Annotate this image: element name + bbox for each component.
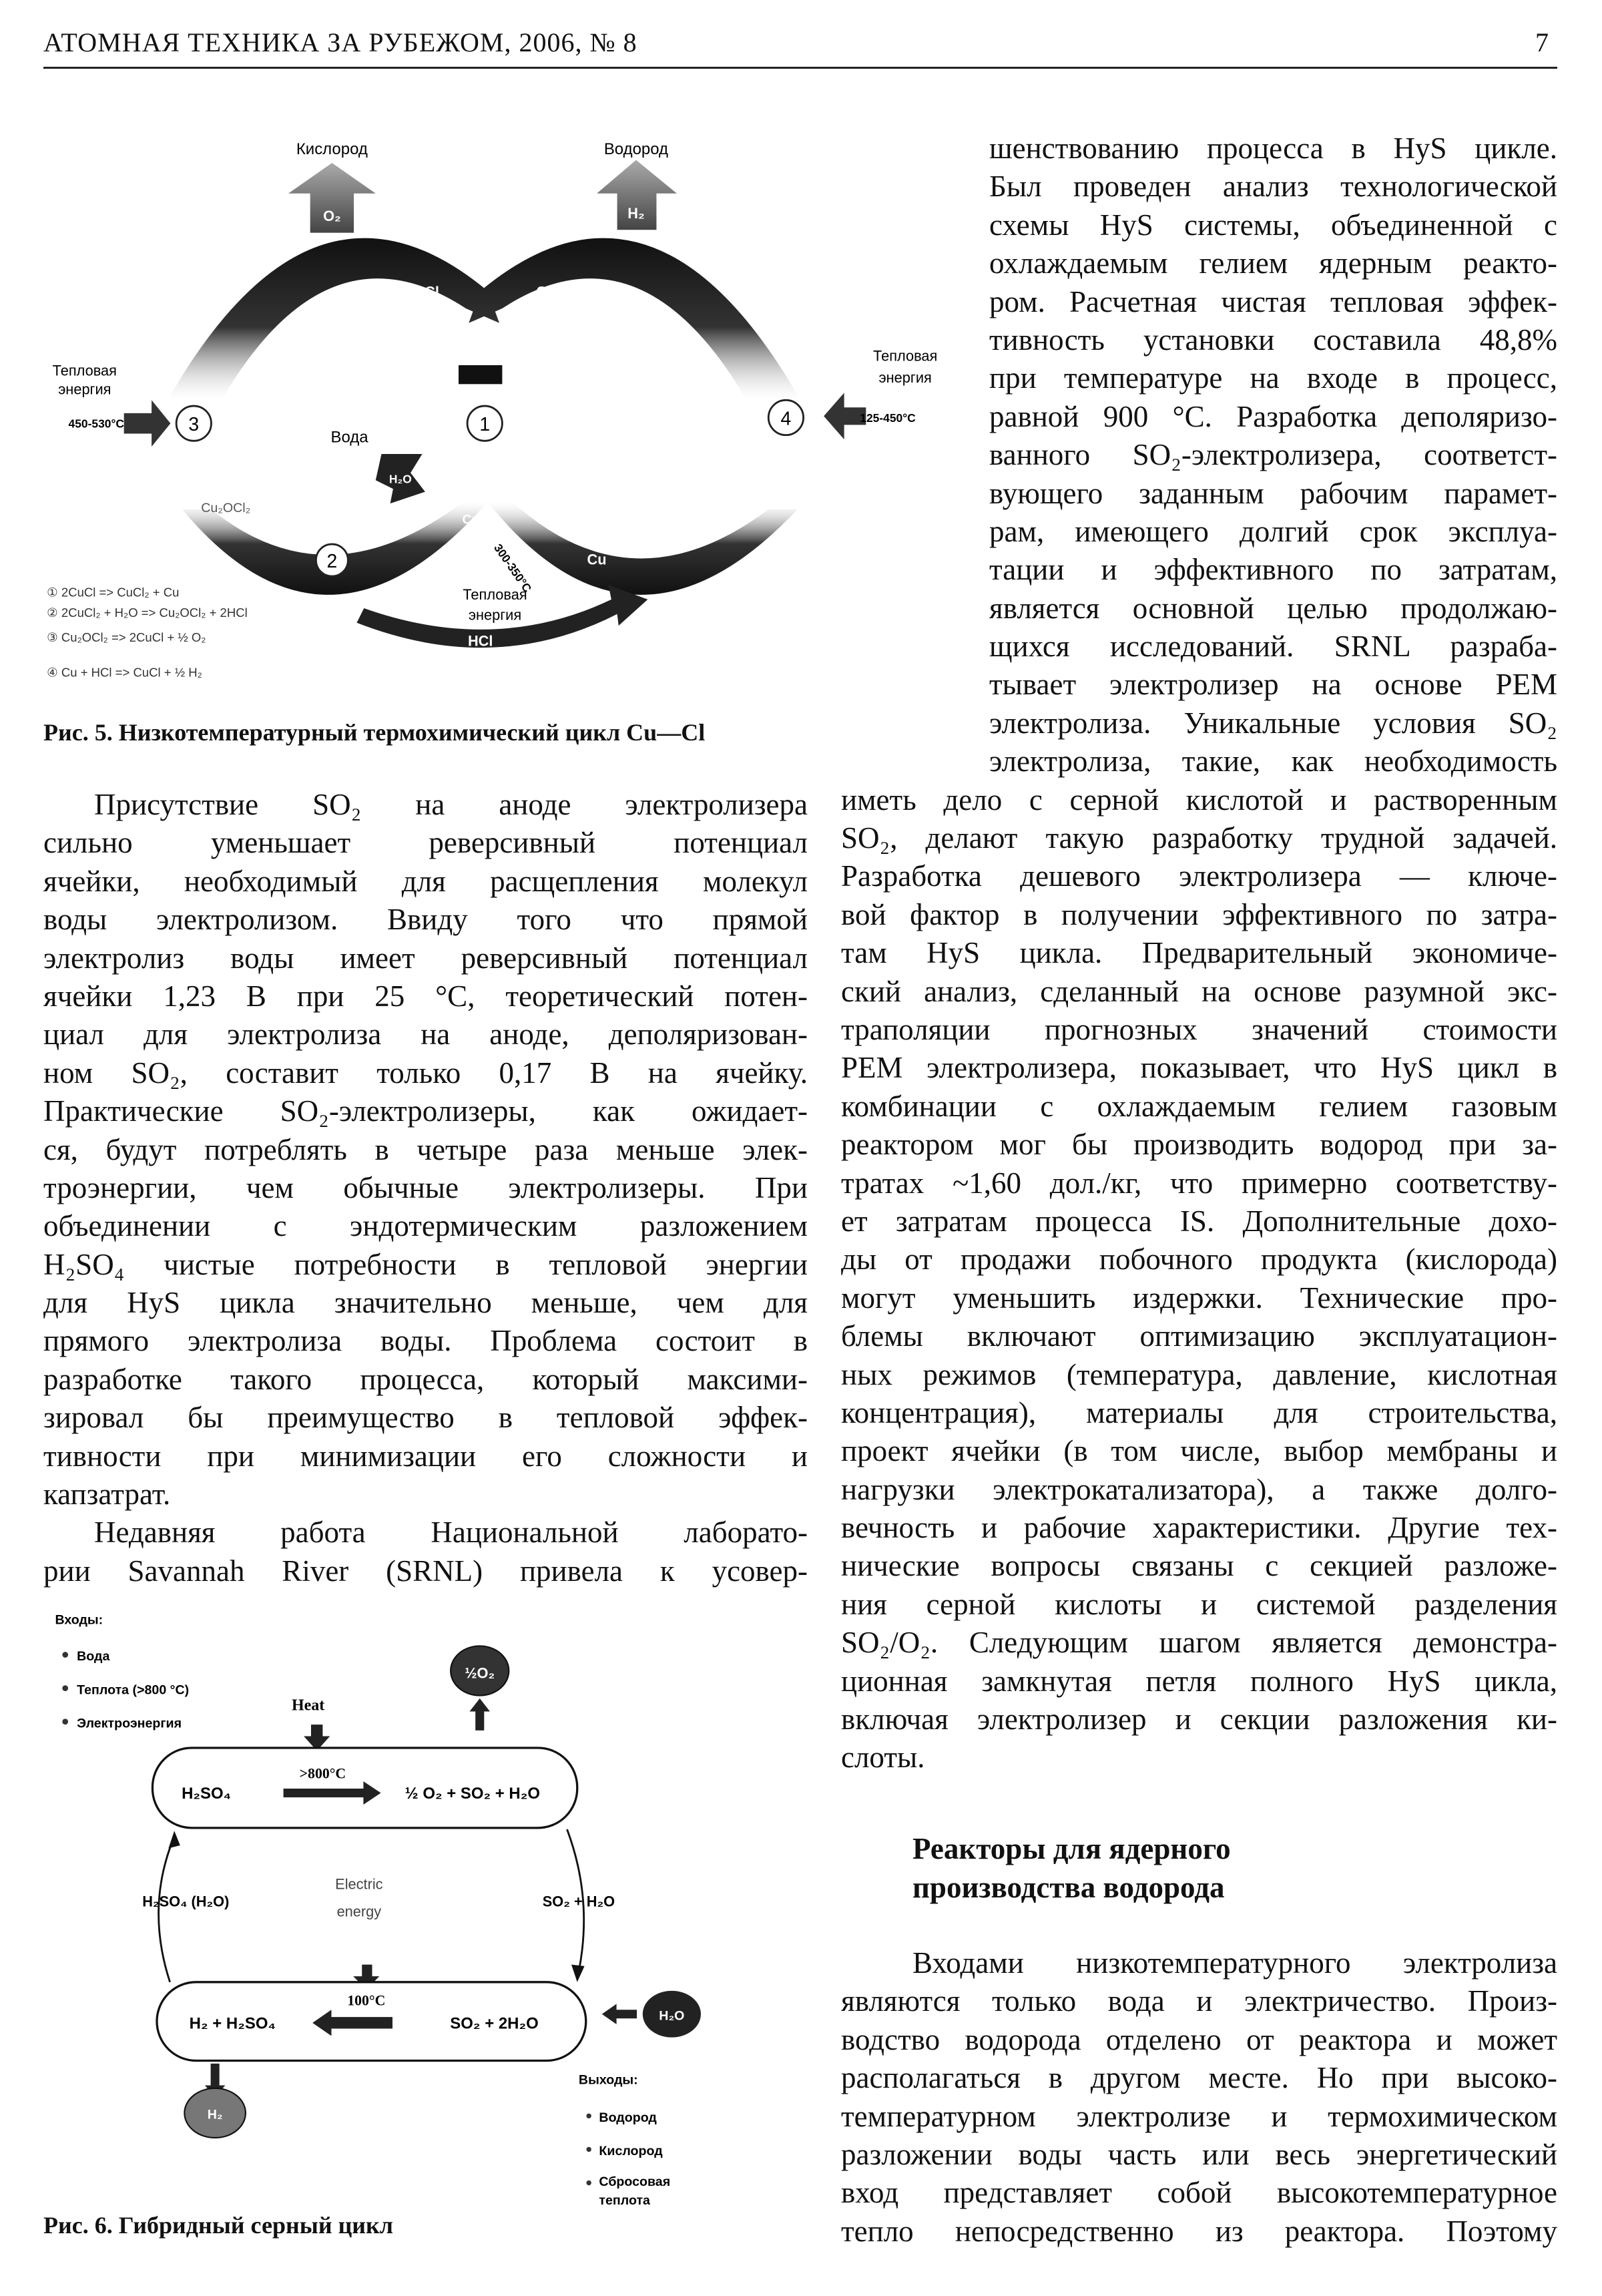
text-line: нагрузки электрокатализатора), а также долго- bbox=[841, 1472, 1557, 1506]
text-line: SO₂/O₂. Следующим шагом является демонстра- bbox=[841, 1626, 1557, 1660]
text-line: ся, будут потреблять в четыре раза меньше элек- bbox=[43, 1132, 808, 1166]
text-line: ванного SO₂-электролизера, соответст- bbox=[989, 438, 1557, 472]
down-arrowhead-icon bbox=[571, 1965, 585, 1982]
text-line: ных режимов (температура, давление, кислотная bbox=[841, 1357, 1557, 1391]
bottom-reactants: SO₂ + 2H₂O bbox=[450, 2014, 539, 2033]
text-line: ет затратам процесса IS. Дополнительные дохо- bbox=[841, 1204, 1557, 1238]
text-line: охлаждаемым гелием ядерным реакто- bbox=[989, 246, 1557, 280]
o2-up-arrow bbox=[469, 1698, 490, 1731]
text-line: ном SO₂, составит только 0,17 В на ячейку. bbox=[43, 1056, 808, 1090]
cucl2-label: CuCl₂ bbox=[462, 512, 499, 527]
text-line: циал для электролиза на аноде, деполяризован- bbox=[43, 1017, 808, 1052]
bullet-icon bbox=[586, 2147, 591, 2152]
text-line: ячейки, необходимый для расщепления молекул bbox=[43, 864, 808, 898]
section-paragraph bbox=[841, 1944, 1557, 2251]
o2-output-label: ½O₂ bbox=[465, 1664, 495, 1682]
text-line: равной 900 °С. Разработка деполяризо- bbox=[989, 399, 1557, 433]
text-line: рии Savannah River (SRNL) привела к усовер- bbox=[43, 1554, 808, 1588]
heat-left-label-1: Тепловая bbox=[52, 362, 117, 379]
text-line: H₂SO₄ чистые потребности в тепловой энергии bbox=[43, 1247, 808, 1281]
text-line: реактором мог бы производить водород при за- bbox=[841, 1128, 1557, 1162]
heat-right-temp: 125-450°C bbox=[860, 411, 916, 425]
text-line: вечность и рабочие характеристики. Другие тех- bbox=[841, 1511, 1557, 1545]
text-line: блемы включают оптимизацию эксплуатацион- bbox=[841, 1319, 1557, 1353]
heat-left-label-2: энергия bbox=[58, 381, 111, 398]
text-line: разработке такого процесса, который максими- bbox=[43, 1362, 808, 1396]
header-rule bbox=[43, 67, 1557, 69]
text-line: щихся исследований. SRNL разраба- bbox=[989, 630, 1557, 664]
text-line: слоты. bbox=[841, 1741, 925, 1775]
top-temperature: >800°C bbox=[299, 1765, 346, 1782]
output-item: Кислород bbox=[599, 2144, 663, 2159]
text-line: SO₂, делают такую разработку трудной задачей. bbox=[841, 821, 1557, 855]
text-line: включая электролизер и секции разложения ки- bbox=[841, 1702, 1557, 1737]
text-line: сильно уменьшает реверсивный потенциал bbox=[43, 826, 808, 860]
text-line: электролиз воды имеет реверсивный потенциал bbox=[43, 941, 808, 975]
outputs-title: Выходы: bbox=[578, 2072, 638, 2088]
text-line: вход представляет собой высокотемпературное bbox=[841, 2176, 1557, 2210]
equation-2: ② 2CuCl₂ + H₂O => Cu₂OCl₂ + 2HCl bbox=[47, 606, 248, 620]
inputs-title: Входы: bbox=[55, 1612, 103, 1628]
step-3-label: 3 bbox=[188, 414, 200, 436]
text-line: Практические SO₂-электролизеры, как ожидает- bbox=[43, 1094, 808, 1128]
figure-5-cu-cl-cycle-diagram bbox=[29, 124, 961, 720]
text-line: являются только вода и электричество. Произ- bbox=[841, 1984, 1557, 2018]
input-item: Электроэнергия bbox=[77, 1716, 182, 1731]
text-line: тивности при минимизации его сложности и bbox=[43, 1439, 808, 1473]
h2o-label: H₂O bbox=[388, 472, 412, 486]
heat-left-temp: 450-530°C bbox=[68, 417, 125, 431]
text-line: шенствованию процесса в HyS цикле. bbox=[989, 132, 1557, 165]
step-4-label: 4 bbox=[780, 408, 792, 430]
equation-4: ④ Cu + HCl => CuCl + ½ H₂ bbox=[47, 665, 202, 680]
heat-bottom-label-2: энергия bbox=[468, 606, 522, 624]
cu-label: Cu bbox=[587, 551, 607, 568]
bullet-icon bbox=[62, 1718, 68, 1725]
text-line: рам, имеющего долгий срок эксплуа- bbox=[989, 514, 1557, 548]
input-item: Теплота (>800 °C) bbox=[77, 1682, 190, 1698]
text-line: вой фактор в получении эффективного по затра- bbox=[841, 897, 1557, 931]
step-2-label: 2 bbox=[326, 550, 338, 572]
h2-output-label: H₂ bbox=[207, 2107, 223, 2122]
text-line: PEM электролизера, показывает, что HyS цикл в bbox=[841, 1051, 1557, 1085]
equation-1: ① 2CuCl => CuCl₂ + Cu bbox=[47, 585, 180, 600]
center-bar bbox=[459, 365, 502, 384]
heat-right-label-2: энергия bbox=[878, 369, 932, 387]
text-line: объединении с эндотермическим разложением bbox=[43, 1209, 808, 1243]
heat-label: Heat bbox=[292, 1696, 325, 1714]
figure-6-caption: Рис. 6. Гибридный серный цикл bbox=[43, 2212, 393, 2239]
figure-6-hybrid-sulfur-cycle-diagram bbox=[43, 1594, 742, 2219]
text-line: тации и эффективного по затратам, bbox=[989, 553, 1557, 587]
text-line: траполяции прогнозных значений стоимости bbox=[841, 1012, 1557, 1046]
text-line: ционная замкнутая петля полного HyS цикла, bbox=[841, 1664, 1557, 1698]
cucl-left-label: CuCl bbox=[405, 283, 439, 300]
text-line: для HyS цикла значительно меньше, чем для bbox=[43, 1286, 808, 1320]
right-flow-label: SO₂ + H₂O bbox=[542, 1893, 615, 1910]
text-line: электролиза, такие, как необходимость bbox=[989, 744, 1557, 778]
text-line: нические вопросы связаны с секцией разложе- bbox=[841, 1549, 1557, 1583]
text-line: тывает электролизер на основе PEM bbox=[989, 668, 1557, 702]
h2o-input-label: H₂O bbox=[659, 2008, 685, 2024]
left-flow-label: H₂SO₄ (H₂O) bbox=[142, 1893, 230, 1910]
cu-lower-right-arc bbox=[488, 502, 798, 595]
text-line: Недавняя работа Национальной лаборато- bbox=[94, 1516, 808, 1550]
text-line: зировал бы преимущество в тепловой эффек- bbox=[43, 1401, 808, 1435]
text-line: капзатрат. bbox=[43, 1477, 171, 1512]
oxygen-label: Кислород bbox=[296, 140, 368, 158]
output-item: Водород bbox=[599, 2110, 657, 2126]
bullet-icon bbox=[62, 1685, 68, 1691]
cucl-upper-right-arc bbox=[469, 238, 800, 401]
bottom-products: H₂ + H₂SO₄ bbox=[189, 2014, 276, 2033]
text-line: комбинации с охлаждаемым гелием газовым bbox=[841, 1089, 1557, 1123]
bullet-icon bbox=[586, 2114, 591, 2118]
heat-bottom-temp: 300-350°C bbox=[491, 541, 535, 595]
text-line: Был проведен анализ технологической bbox=[989, 170, 1557, 204]
text-line: разложении воды часть или весь энергетический bbox=[841, 2137, 1557, 2171]
text-line: прямого электролиза воды. Проблема состоит в bbox=[43, 1324, 808, 1358]
step-1-label: 1 bbox=[479, 414, 491, 436]
text-line: электролиза. Уникальные условия SO₂ bbox=[989, 706, 1557, 740]
text-line: ния серной кислоты и системой разделения bbox=[841, 1587, 1557, 1621]
text-line: Присутствие SO₂ на аноде электролизера bbox=[94, 788, 808, 821]
electric-energy-label-1: Electric bbox=[335, 1875, 383, 1893]
cu2ocl2-label: Cu₂OCl₂ bbox=[201, 501, 251, 516]
equation-3: ③ Cu₂OCl₂ => 2CuCl + ½ O₂ bbox=[47, 630, 206, 645]
output-item: Сбросовая bbox=[599, 2174, 671, 2189]
text-line: Разработка дешевого электролизера — ключе- bbox=[841, 859, 1557, 893]
text-line: при температуре на входе в процесс, bbox=[989, 361, 1557, 395]
cucl-right-label: CuCl bbox=[536, 283, 571, 300]
section-heading bbox=[912, 1829, 1231, 1907]
text-line: является основной целью продолжаю- bbox=[989, 591, 1557, 625]
hcl-label: HCl bbox=[467, 632, 493, 650]
text-line: схемы HyS системы, объединенной с bbox=[989, 208, 1557, 242]
text-line: ром. Расчетная чистая тепловая эффек- bbox=[989, 284, 1557, 318]
text-line: могут уменьшить издержки. Технические про- bbox=[841, 1281, 1557, 1315]
text-line: вующего заданным рабочим парамет- bbox=[989, 476, 1557, 510]
input-item: Вода bbox=[77, 1649, 110, 1664]
top-products: ½ O₂ + SO₂ + H₂O bbox=[405, 1785, 541, 1803]
text-line: иметь дело с серной кислотой и растворенным bbox=[841, 782, 1557, 817]
text-line: температурном электролизе и термохимическом bbox=[841, 2099, 1557, 2133]
section-heading-line: Реакторы для ядерного bbox=[912, 1832, 1231, 1865]
bullet-icon bbox=[586, 2180, 591, 2185]
text-line: проект ячейки (в том числе, выбор мембраны и bbox=[841, 1434, 1557, 1468]
running-header-title: АТОМНАЯ ТЕХНИКА ЗА РУБЕЖОМ, 2006, № 8 bbox=[43, 27, 637, 57]
o2-label: O₂ bbox=[323, 208, 341, 225]
bottom-temperature: 100°C bbox=[347, 1992, 386, 2009]
hydrogen-label: Водород bbox=[603, 140, 669, 158]
output-item: теплота bbox=[599, 2193, 650, 2209]
right-text-column bbox=[841, 130, 1557, 1777]
h2-label: H₂ bbox=[627, 204, 645, 222]
text-line: концентрация), материалы для строительства, bbox=[841, 1395, 1557, 1429]
text-line: ский анализ, сделанный на основе разумной экс- bbox=[841, 974, 1557, 1008]
text-line: ды от продажи побочного продукта (кислорода) bbox=[841, 1242, 1557, 1277]
text-line: тепло непосредственно из реактора. Поэтому bbox=[841, 2214, 1557, 2248]
left-text-column bbox=[43, 786, 808, 1590]
water-label: Вода bbox=[330, 428, 368, 447]
text-line: воды электролизом. Ввиду того что прямой bbox=[43, 903, 808, 937]
page-number: 7 bbox=[1535, 27, 1549, 57]
bullet-icon bbox=[62, 1652, 68, 1658]
heat-right-label-1: Тепловая bbox=[873, 347, 938, 365]
section-heading-line: производства водорода bbox=[912, 1871, 1225, 1904]
figure-5-caption: Рис. 5. Низкотемпературный термохимический цикл Cu—Cl bbox=[43, 719, 706, 746]
cucl-upper-left-arc bbox=[168, 238, 499, 401]
up-arrowhead-icon bbox=[168, 1831, 180, 1848]
text-line: ячейки 1,23 В при 25 °С, теоретический потен- bbox=[43, 979, 808, 1013]
electric-energy-label-2: energy bbox=[336, 1903, 382, 1920]
text-line: там HyS цикла. Предварительный экономиче- bbox=[841, 936, 1557, 970]
h2o-in-arrow bbox=[602, 2004, 637, 2024]
text-line: троэнергии, чем обычные электролизеры. При bbox=[43, 1170, 808, 1204]
text-line: тивность установки составила 48,8% bbox=[989, 322, 1557, 357]
text-line: тратах ~1,60 дол./кг, что примерно соответству- bbox=[841, 1166, 1557, 1200]
text-line: располагаться в другом месте. Но при высоко- bbox=[841, 2061, 1557, 2095]
heat-left-arrow bbox=[124, 400, 171, 447]
heat-bottom-label-1: Тепловая bbox=[463, 586, 527, 603]
text-line: водство водорода отделено от реактора и может bbox=[841, 2022, 1557, 2056]
text-line: Входами низкотемпературного электролиза bbox=[912, 1946, 1557, 1980]
top-reactant: H₂SO₄ bbox=[182, 1785, 232, 1803]
